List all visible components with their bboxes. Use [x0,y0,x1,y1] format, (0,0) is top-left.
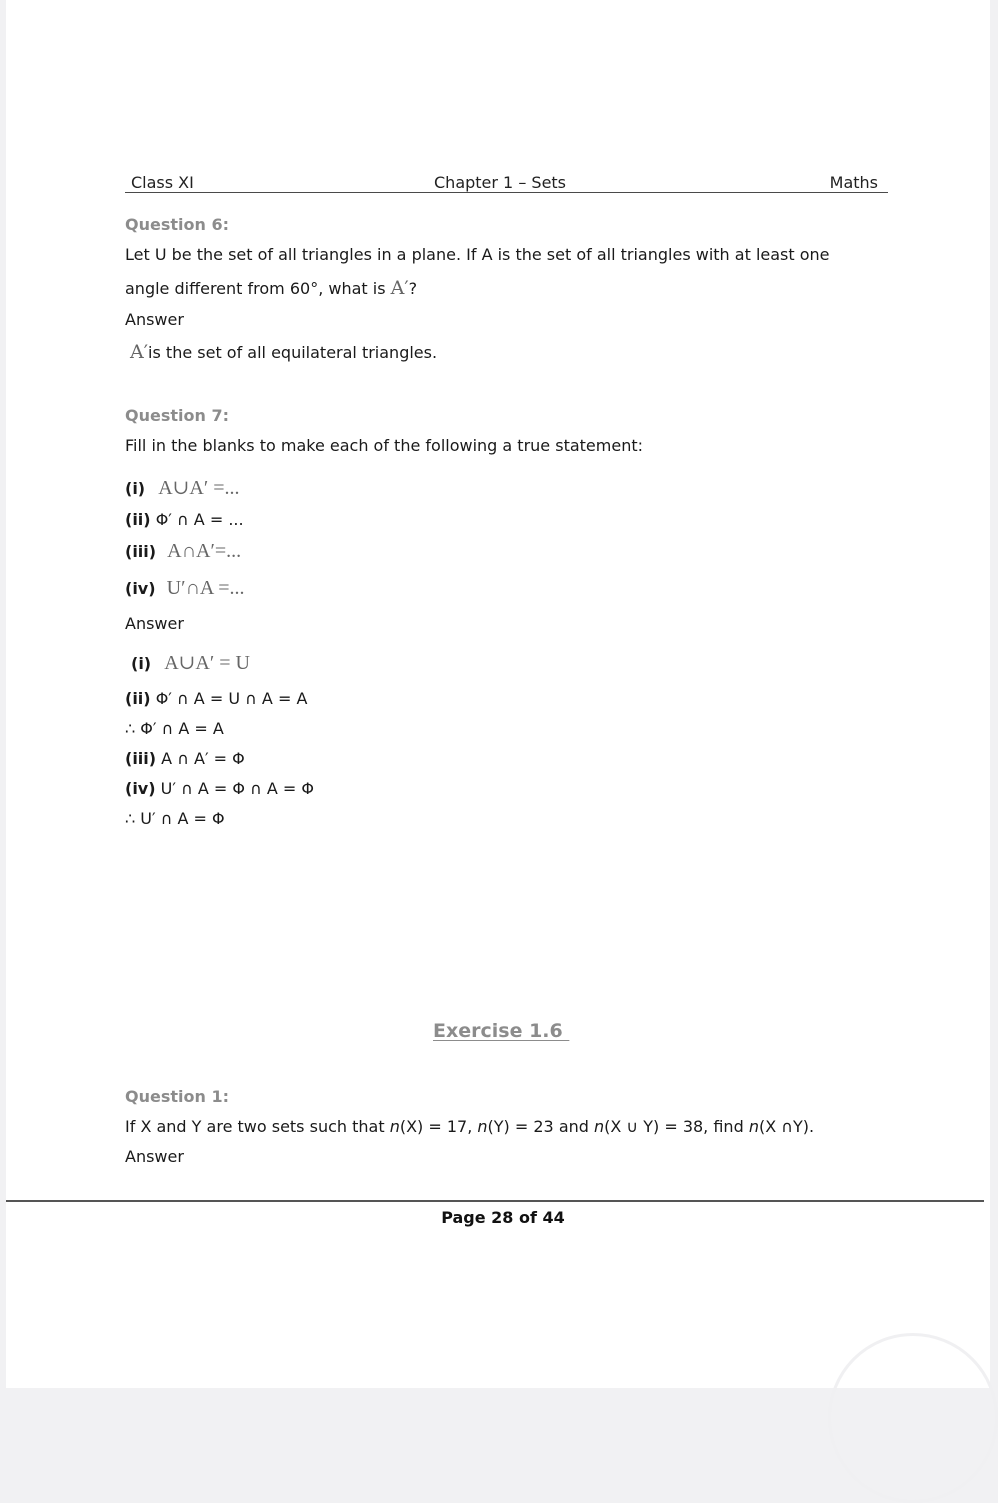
question-6-text-line2 [125,277,417,299]
answer-label: (ii) [125,689,151,708]
text-part: If X and Y are two sets such that [125,1117,390,1136]
item-expression: A∪A′ =... [158,477,240,499]
question-7-answer-label: Answer [125,614,184,633]
text-part: (X ∩Y). [758,1117,815,1136]
exercise-question-1-heading: Question 1: [125,1087,229,1106]
item-label: (ii) [125,510,151,529]
q7-answer-iii [125,749,245,768]
q7-item-ii [125,510,244,529]
text-part: (Y) = 23 and [487,1117,594,1136]
q7-answer-ii [125,689,307,708]
q7-answer-ii-therefore: ∴ Φ′ ∩ A = A [125,719,224,738]
item-expression: U′∩A =... [166,577,245,599]
answer-expression: A∪A′ = U [164,652,250,674]
question-6-text: angle different from 60°, what is [125,279,391,298]
n-function: n [748,1117,759,1136]
footer-divider [6,1200,984,1202]
item-label: (iv) [125,579,156,598]
header-chapter: Chapter 1 – Sets [434,173,567,192]
page-header [125,172,888,193]
question-6-text-line1: Let U be the set of all triangles in a plane. If A is the set of all triangles with at least one [125,245,830,264]
q7-answer-i [131,650,250,675]
item-expression: Φ′ ∩ A = ... [155,510,244,529]
n-function: n [594,1117,605,1136]
n-function: n [477,1117,488,1136]
answer-expression: U′ ∩ A = Φ ∩ A = Φ [160,779,314,798]
page-number: Page 28 of 44 [441,1208,565,1227]
question-mark: ? [408,279,418,298]
exercise-question-1-answer-label: Answer [125,1147,184,1166]
item-label: (i) [125,479,146,498]
question-7-prompt: Fill in the blanks to make each of the following a true statement: [125,436,643,455]
answer-expression: A ∩ A′ = Φ [161,749,245,768]
a-complement-math: A′ [130,341,149,363]
a-complement-math: A′ [390,277,409,299]
q7-item-iii [125,540,241,563]
n-function: n [389,1117,400,1136]
document-page [6,0,990,1388]
answer-expression: Φ′ ∩ A = U ∩ A = A [155,689,308,708]
text-part: (X) = 17, [399,1117,478,1136]
answer-label: (iv) [125,779,156,798]
q7-answer-iv [125,779,314,798]
answer-text: is the set of all equilateral triangles. [148,343,438,362]
header-subject: Maths [829,173,878,192]
text-part: (X ∪ Y) = 38, find [604,1117,749,1136]
answer-label: (i) [131,654,152,673]
scroll-indicator-arc [828,1333,998,1503]
q7-answer-iv-therefore: ∴ U′ ∩ A = Φ [125,809,225,828]
header-class: Class XI [131,173,194,192]
question-6-answer-label: Answer [125,310,184,329]
q7-item-i [125,475,240,500]
question-6-answer [130,341,437,363]
q7-item-iv [125,577,245,600]
item-label: (iii) [125,542,157,561]
question-6-heading: Question 6: [125,215,229,234]
answer-label: (iii) [125,749,157,768]
exercise-heading: Exercise 1.6 [433,1020,570,1042]
exercise-question-1-text [125,1117,814,1136]
question-7-heading: Question 7: [125,406,229,425]
item-expression: A∩A′=... [167,540,242,562]
